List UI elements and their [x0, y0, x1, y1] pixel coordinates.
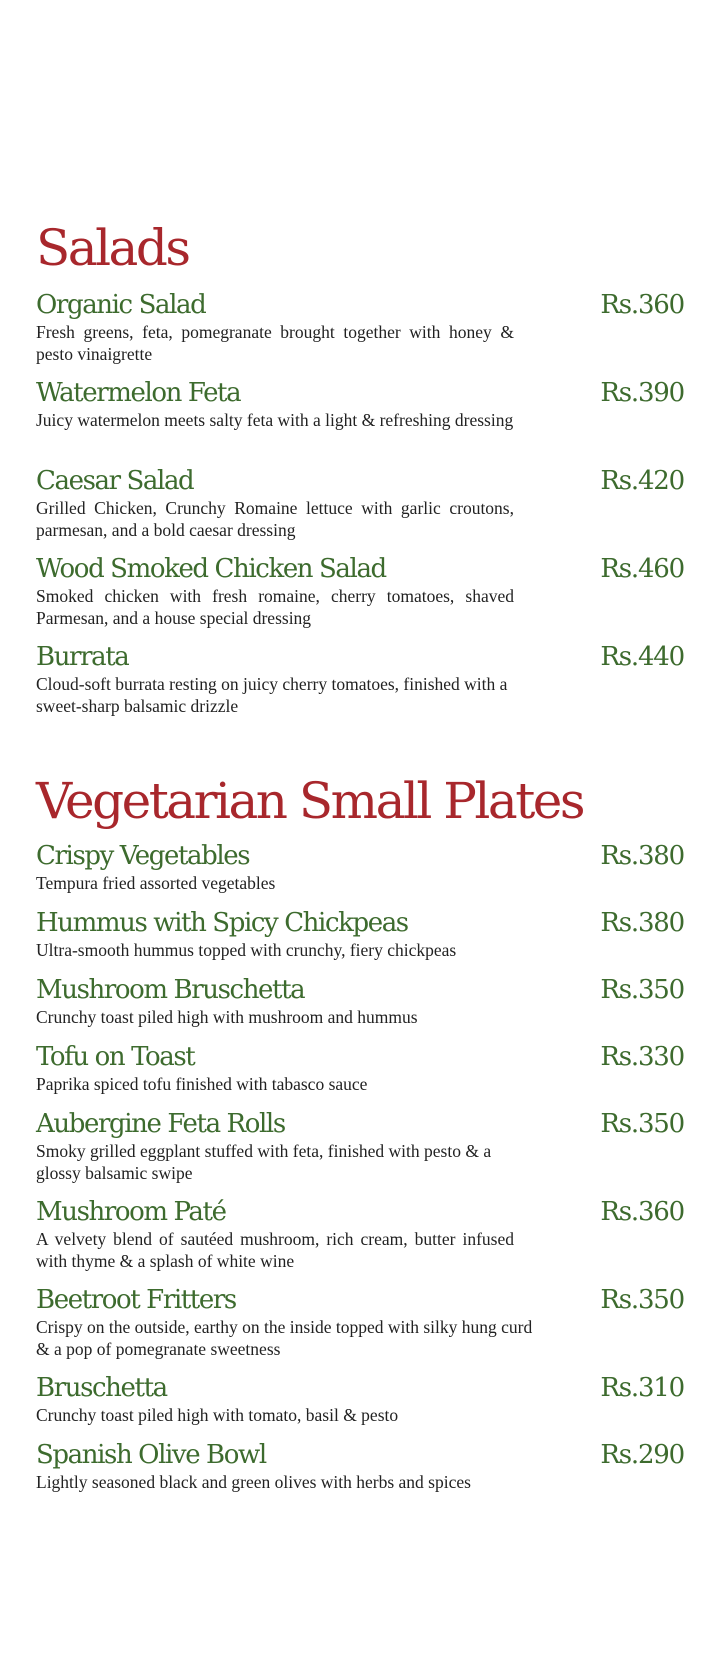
item-description: Smoked chicken with fresh romaine, cherry tomatoes, shaved Parmesan, and a house special dressing: [36, 586, 514, 628]
menu-item: [36, 1196, 684, 1284]
item-price: Rs.380: [600, 841, 684, 871]
item-description: Crunchy toast piled high with mushroom and hummus: [36, 1007, 418, 1027]
menu-item: [36, 907, 684, 974]
item-name: Organic Salad: [36, 290, 206, 320]
veg-small-plates-list: [36, 840, 684, 1506]
menu-item: [36, 974, 684, 1041]
item-price: Rs.310: [600, 1373, 684, 1403]
item-header: [36, 553, 684, 586]
item-price: Rs.290: [600, 1440, 684, 1470]
item-description: Ultra-smooth hummus topped with crunchy, fiery chickpeas: [36, 940, 457, 960]
menu-item: [36, 465, 684, 553]
item-name: Tofu on Toast: [36, 1042, 195, 1072]
item-header: [36, 974, 684, 1007]
item-price: Rs.420: [600, 466, 684, 496]
item-price: Rs.360: [600, 290, 684, 320]
menu-item: [36, 289, 684, 377]
item-name: Wood Smoked Chicken Salad: [36, 554, 386, 584]
item-header: [36, 1196, 684, 1229]
menu-item: [36, 840, 684, 907]
item-header: [36, 1041, 684, 1074]
item-description: Crispy on the outside, earthy on the inside topped with silky hung curd & a pop of pomegranate sweetness: [36, 1317, 533, 1359]
veg-small-plates-section: [36, 772, 684, 1506]
salads-section: [36, 219, 684, 729]
item-description: Smoky grilled eggplant stuffed with feta, finished with pesto & a glossy balsamic swipe: [36, 1141, 492, 1183]
item-name: Crispy Vegetables: [36, 841, 250, 871]
menu-item: [36, 1439, 684, 1506]
item-header: [36, 465, 684, 498]
item-price: Rs.460: [600, 554, 684, 584]
item-header: [36, 1284, 684, 1317]
section-title: Vegetarian Small Plates: [36, 772, 584, 830]
item-header: [36, 1108, 684, 1141]
item-name: Aubergine Feta Rolls: [36, 1109, 285, 1139]
item-name: Mushroom Paté: [36, 1197, 226, 1227]
item-header: [36, 377, 684, 410]
item-description: A velvety blend of sautéed mushroom, rich cream, butter infused with thyme & a splash of white wine: [36, 1229, 514, 1271]
item-name: Bruschetta: [36, 1373, 167, 1403]
item-description: Lightly seasoned black and green olives with herbs and spices: [36, 1472, 471, 1492]
item-price: Rs.380: [600, 908, 684, 938]
menu-item: [36, 1108, 684, 1196]
item-description: Paprika spiced tofu finished with tabasco sauce: [36, 1074, 368, 1094]
item-description: Juicy watermelon meets salty feta with a light & refreshing dressing: [36, 410, 514, 430]
menu-item: [36, 1372, 684, 1439]
item-header: [36, 289, 684, 322]
item-price: Rs.350: [600, 1109, 684, 1139]
item-price: Rs.350: [600, 1285, 684, 1315]
item-name: Spanish Olive Bowl: [36, 1440, 266, 1470]
menu-item: [36, 1284, 684, 1372]
item-name: Mushroom Bruschetta: [36, 975, 305, 1005]
item-description: Tempura fried assorted vegetables: [36, 873, 276, 893]
item-name: Hummus with Spicy Chickpeas: [36, 908, 408, 938]
menu-item: [36, 553, 684, 641]
item-header: [36, 907, 684, 940]
item-description: Fresh greens, feta, pomegranate brought together with honey & pesto vinaigrette: [36, 322, 514, 364]
item-name: Burrata: [36, 642, 129, 672]
item-header: [36, 840, 684, 873]
section-title: Salads: [36, 219, 189, 277]
item-header: [36, 1439, 684, 1472]
item-header: [36, 641, 684, 674]
menu-item: [36, 1041, 684, 1108]
item-name: Caesar Salad: [36, 466, 194, 496]
item-price: Rs.390: [600, 378, 684, 408]
item-price: Rs.440: [600, 642, 684, 672]
menu-item: [36, 377, 684, 465]
item-description: Grilled Chicken, Crunchy Romaine lettuce with garlic croutons, parmesan, and a bold caesar dressing: [36, 498, 514, 540]
item-name: Watermelon Feta: [36, 378, 241, 408]
item-header: [36, 1372, 684, 1405]
item-description: Crunchy toast piled high with tomato, basil & pesto: [36, 1405, 399, 1425]
salads-list: [36, 289, 684, 729]
item-name: Beetroot Fritters: [36, 1285, 236, 1315]
item-description: Cloud-soft burrata resting on juicy cherry tomatoes, finished with a sweet-sharp balsamic drizzle: [36, 674, 508, 716]
menu-item: [36, 641, 684, 729]
item-price: Rs.350: [600, 975, 684, 1005]
item-price: Rs.330: [600, 1042, 684, 1072]
item-price: Rs.360: [600, 1197, 684, 1227]
